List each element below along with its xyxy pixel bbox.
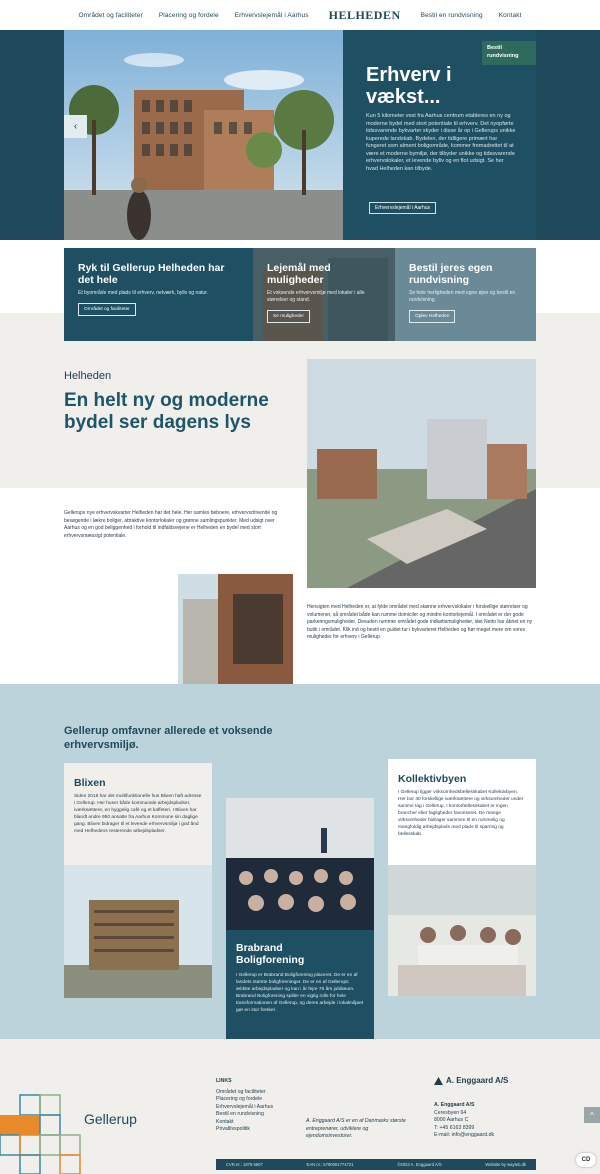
aerial-image — [307, 359, 536, 588]
hero-title: Erhverv i vækst... — [366, 64, 452, 108]
company-logo-text: A. Enggaard A/S — [446, 1076, 509, 1085]
card-leases-text: Et voksende erhvervsmiljø med lokaler i alle størrelser og stand. — [267, 290, 365, 303]
credit[interactable]: Website by wayteb.dk — [485, 1162, 526, 1167]
card-move-title: Ryk til Gellerup Helheden har det hele — [78, 262, 225, 286]
nav-link-leases[interactable]: Erhvervslejemål i Aarhus — [234, 11, 309, 19]
footer-link-contact[interactable]: Kontakt — [216, 1118, 234, 1125]
scroll-top-button[interactable] — [584, 1107, 600, 1123]
nav-link-tour[interactable]: Bestil en rundvisning — [420, 11, 483, 19]
hero-text: Kun 5 kilometer vest fra Aarhus centrum etableres en ny og moderne bydel med stort potentiale til erhverv. Det nyopførte tidssvarende bykvarter skyder i disse år op i Gellerups unikke kuperede landskab. Bydelen, der tidligere primært har fungeret som alment boligområde, kommer fremadrettet til at være et moderne bymiljø, der tilbyder unikke og tidssvarende erhvervslokaler, et levende byliv og en flot udsigt. Se her hvad Helheden kan tilbyde. — [366, 113, 516, 172]
footer-tagline: A. Enggaard A/S er en af Danmarks største entreprenører, udviklere og ejendomsinvestorer. — [306, 1118, 406, 1139]
intro-text-2: Hensigten med Helheden er, at fylde området med skønne erhvervslokaler i forskellige størrelser og volumener, så området både kan rumme domiciler og mindre kontorlejemål. I området er der gode parkeringsmuligheder. Desuden rummer området gode indkøbsmuligheder, idet Netto har åbnet en ny butik i området. Klik ind og bestil en guidet tur i bykvarteret Helheden og hør meget mere om vores muligheder for erhverv i Gellerup. — [307, 604, 533, 640]
brabrand-card — [226, 930, 374, 1040]
intro-text-1: Gellerups nye erhvervskvarter Helheden har det hele. Her samles beboere, erhvervsdrivende og besøgende i lækre boliger, attraktive kontorlokaler og grønne samlingspunkter. Med udsigt over Aarhus og en god beliggenhed i forhold til indfaldsvejene er Helheden en bydel med stort erhvervsmæssigt potentiale. — [64, 510, 278, 539]
kollektiv-card — [388, 759, 536, 865]
nav-link-location[interactable]: Placering og fordele — [158, 11, 219, 19]
blixen-image — [64, 865, 212, 998]
kollektiv-title: Kollektivbyen — [398, 773, 467, 785]
card-tour — [395, 248, 536, 341]
ean: EAN nr.: 5790001774721 — [306, 1162, 354, 1167]
community-heading: Gellerup omfavner allerede et voksende erhvervsmiljø. — [64, 725, 273, 751]
hero-prev-arrow[interactable]: ‹ — [64, 115, 87, 138]
brabrand-title: Brabrand Boligforening — [236, 942, 305, 966]
footer-link-tour[interactable]: Bestil en rundvisning — [216, 1111, 264, 1117]
card-tour-text: Se hele herligheden med egne øjne og bestil en rundvisning. — [409, 290, 516, 303]
kollektiv-text: I Gellerup ligger virksomhedsfællesskabet Kollektivbyen. Her bor 40 forskellige iværksættere og virksomheder under samme tag i Gellerup. I kontorfællesskabet er ingen brancher eller fagligheder favoriseret. De mange virksomheder bidrager sammen til en rummelig og mangfoldig arbejdsplads med plads til sparring og fællesskab. — [398, 790, 524, 837]
brabrand-text: I Gellerup er Brabrand Boligforening placeret. De er en af landets største boligforeninger. De er en af Gellerups ældste arbejdspladser og kan i år fejre 75 års jubilæum. Brabrand Boligforening spiller en vigtig rolle for hele transformationen af Gellerup, og deres arbejde i lokalmiljøet gør en stor forskel. — [236, 973, 364, 1013]
address-2: 8000 Aarhus C — [434, 1117, 469, 1123]
company-address — [434, 1102, 494, 1140]
footer-link-area[interactable]: Området og faciliteter — [216, 1088, 266, 1095]
footer-link-privacy[interactable]: Privatlivspolitik — [216, 1126, 251, 1132]
site-logo[interactable]: HELHEDEN — [328, 7, 401, 22]
company-logo — [434, 1076, 508, 1085]
hero-button[interactable]: Erhvervslejemål i Aarhus — [369, 202, 436, 214]
footer-brand: Gellerup — [84, 1111, 137, 1127]
email[interactable]: E-mail: info@enggaard.dk — [434, 1132, 495, 1138]
copyright: ©2023 A. Enggaard A/S — [397, 1162, 442, 1167]
card-leases-title: Lejemål med muligheder — [267, 262, 331, 286]
card-tour-title: Bestil jeres egen rundvisning — [409, 262, 493, 286]
blixen-text: Siden 2018 har det multifunktionelle hus Blixen haft adresse i Gellerup. Her huser både kommunale arbejdspladser, iværksættere, en hyggelig café og et kaffeteri. I Blixen har blandt andre 950 ansatte fra Aarhus Kommune sin daglige gang. Blixen bidrager til et levende erhvervsmiljø i god ånd med Helhedens resterende arbejdspladser. — [74, 794, 202, 834]
footer-link-leases[interactable]: Erhvervslejemål i Aarhus — [216, 1103, 274, 1110]
order-tour-tab[interactable]: Bestil rundvisning — [482, 41, 536, 65]
intro-heading: En helt ny og moderne bydel ser dagens lys — [64, 390, 269, 433]
intro-label: Helheden — [64, 370, 112, 382]
address-1: Ceresbyen 64 — [434, 1109, 467, 1116]
top-nav — [0, 0, 600, 30]
nav-link-contact[interactable]: Kontakt — [498, 11, 522, 19]
building-image — [178, 574, 293, 689]
kollektiv-image — [388, 865, 536, 996]
card-tour-button[interactable]: Oplev Helheden — [409, 310, 455, 323]
chat-button[interactable]: CD — [576, 1153, 596, 1167]
footer-link-location[interactable]: Placering og fordele — [216, 1096, 263, 1102]
card-move-button[interactable]: Området og faciliteter — [78, 303, 136, 316]
brabrand-image — [226, 798, 374, 930]
gellerup-graphic — [0, 1085, 100, 1174]
card-move — [64, 248, 253, 341]
footer-links — [216, 1078, 273, 1134]
blixen-title: Blixen — [74, 777, 106, 789]
footer-links-heading: LINKS — [216, 1078, 232, 1084]
card-leases-button[interactable]: Se muligheder — [267, 310, 310, 323]
scroll-top-icon: ^ — [590, 1110, 594, 1120]
nav-link-area[interactable]: Området og faciliteter — [78, 11, 143, 19]
company-name: A. Enggaard A/S — [434, 1102, 475, 1108]
footer-bar — [216, 1159, 536, 1170]
enggaard-logo-icon — [434, 1077, 443, 1085]
cvr: CVR.nr.: 1879 5507 — [226, 1162, 263, 1167]
card-leases — [253, 248, 395, 341]
blixen-card — [64, 763, 212, 865]
phone[interactable]: T: +45 6163 8399 — [434, 1124, 475, 1131]
hero-image — [64, 30, 344, 240]
card-move-text: Et byområde med plads til erhverv, netværk, byliv og natur. — [78, 290, 208, 296]
